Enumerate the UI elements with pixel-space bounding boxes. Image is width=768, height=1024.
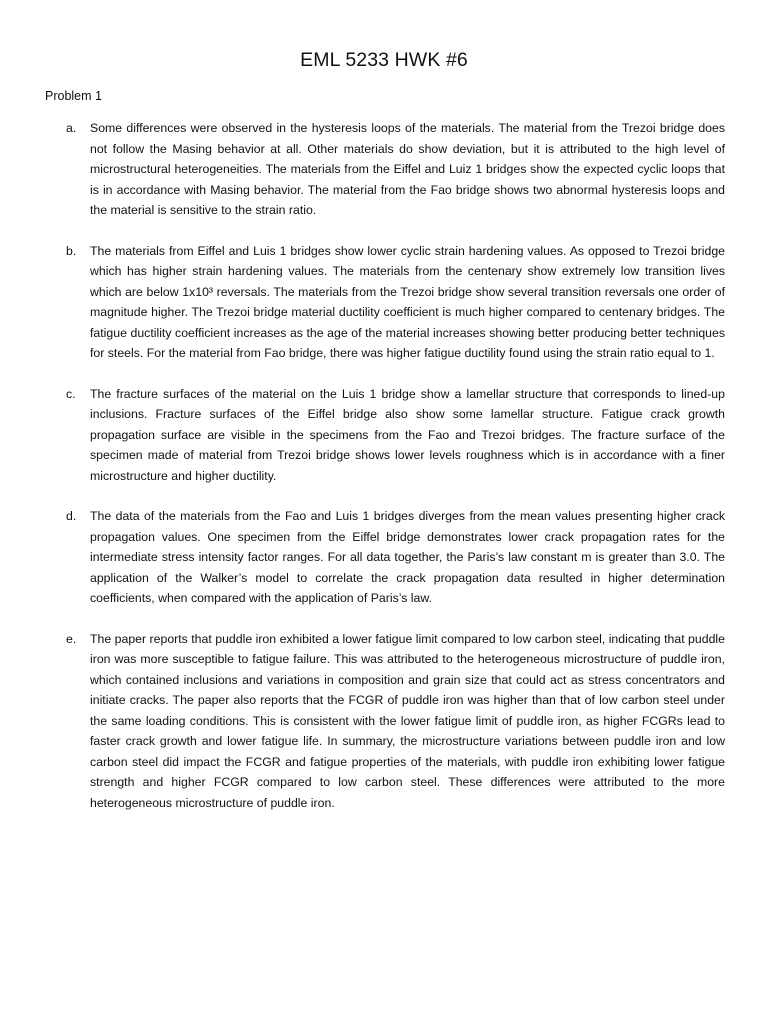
list-marker: c. [66,386,76,401]
problem-heading: Problem 1 [45,89,102,103]
list-marker: e. [66,631,77,646]
answer-text: The data of the materials from the Fao and Luis 1 bridges diverges from the mean values presenting higher crack propagation values. One specimen from the Eiffel bridge demonstrates lower crack propagation rates for the intermediate stress intensity factor ranges. For all data together, the Paris’s law constant m is greater than 3.0. The application of the Walker’s model to correlate the crack propagation data resulted in higher determination coefficients, when compared with the application of Paris’s law. [90,509,725,605]
answer-text: The materials from Eiffel and Luis 1 bridges show lower cyclic strain hardening values. As opposed to Trezoi bridge which has higher strain hardening values. The materials from the centenary show extremely low transition lives which are below 1x10³ reversals. The materials from the Trezoi bridge show several transition reversals one order of magnitude higher. The Trezoi bridge material ductility coefficient is much higher compared to centenary bridges. The fatigue ductility coefficient increases as the age of the material increases showing better producing better techniques for steels. For the material from Fao bridge, there was higher fatigue ductility found using the strain ratio equal to 1. [90,243,725,360]
answer-item-a [45,118,725,221]
list-marker: a. [66,121,77,135]
answer-text: The fracture surfaces of the material on the Luis 1 bridge show a lamellar structure that corresponds to lined-up inclusions. Fracture surfaces of the Eiffel bridge also show some lamellar structure. Fatigue crack growth propagation surface are visible in the specimens from the Fao and Trezoi bridges. The fracture surface of the specimen made of material from Trezoi bridge shows lower levels roughness which is in accordance with a finer microstructure and higher ductility. [90,386,725,483]
answer-text: The paper reports that puddle iron exhibited a lower fatigue limit compared to low carbon steel, indicating that puddle iron was more susceptible to fatigue failure. This was attributed to the heterogeneous microstructure of puddle iron, which contained inclusions and variations in composition and grain size that could act as stress concentrators and initiate cracks. The paper also reports that the FCGR of puddle iron was higher than that of low carbon steel under the same loading conditions. This is consistent with the lower fatigue limit of puddle iron, as higher FCGRs lead to faster crack growth and lower fatigue life. In summary, the microstructure variations between puddle iron and low carbon steel did impact the FCGR and fatigue properties of the materials, with puddle iron exhibiting lower fatigue strength and higher FCGR compared to low carbon steel. These differences were attributed to the more heterogeneous microstructure of puddle iron. [90,631,725,810]
answer-item-e [45,629,725,814]
answer-list [45,118,725,833]
list-marker: b. [66,243,77,258]
document-title: EML 5233 HWK #6 [300,49,468,71]
answer-item-d [45,506,725,609]
answer-text: Some differences were observed in the hysteresis loops of the materials. The material from the Trezoi bridge does not follow the Masing behavior at all. Other materials do show deviation, but it is attributed to the high level of microstructural heterogeneities. The materials from the Eiffel and Luiz 1 bridges show the expected cyclic loops that is in accordance with Masing behavior. The material from the Fao bridge shows two abnormal hysteresis loops and the material is sensitive to the strain ratio. [90,121,725,217]
answer-item-c [45,384,725,487]
answer-item-b [45,241,725,364]
list-marker: d. [66,509,77,523]
